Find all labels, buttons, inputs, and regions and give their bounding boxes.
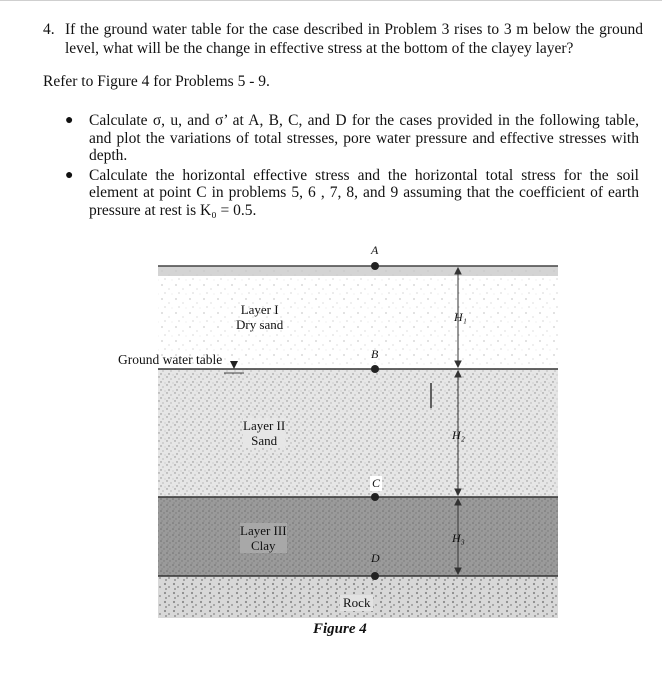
- h1-label: H₁: [454, 310, 467, 324]
- layer-2-name: Layer II: [243, 418, 286, 433]
- soil-profile-figure: [118, 240, 560, 645]
- clay-layer: [158, 497, 558, 576]
- layer-3-material: Clay: [251, 538, 276, 553]
- figure-caption: Figure 4: [313, 621, 367, 637]
- bullet-icon: ●: [65, 167, 74, 183]
- point-b-label: B: [371, 347, 379, 361]
- list-item: [63, 167, 639, 220]
- layer-3-label: [240, 523, 287, 553]
- layer-3-name: Layer III: [240, 523, 287, 538]
- point-a-label: A: [371, 243, 379, 257]
- point-c-marker: [371, 493, 379, 501]
- point-b-marker: [371, 365, 379, 373]
- h3-label: H₃: [452, 531, 465, 545]
- sand-layer: [158, 369, 558, 497]
- point-d-label: D: [371, 551, 380, 565]
- problem-4: [43, 20, 643, 58]
- problem-number: 4.: [43, 21, 55, 38]
- point-d-marker: [371, 572, 379, 580]
- bullet-list: [63, 112, 639, 221]
- h2-label: H₂: [452, 428, 465, 442]
- layer-1-name: Layer I: [240, 302, 279, 317]
- bullet-icon: ●: [65, 113, 74, 128]
- top-rule: [0, 0, 662, 1]
- refer-note: Refer to Figure 4 for Problems 5 - 9.: [43, 73, 270, 90]
- ground-surface-band: [158, 266, 558, 276]
- layer-2-material: Sand: [251, 433, 278, 448]
- point-a-marker: [371, 262, 379, 270]
- ground-water-table-label: Ground water table: [118, 352, 223, 367]
- bullet-text: Calculate the horizontal effective stress and the horizontal total stress for the soil element at point C in problems 5, 6 , 7, 8, and 9 assuming that the coefficient of earth pressure at rest is K₀ = 0.5.: [89, 166, 639, 219]
- point-c-label: C: [372, 476, 381, 490]
- layer-1-material: Dry sand: [236, 317, 284, 332]
- list-item: [63, 112, 639, 165]
- rock-label: Rock: [340, 595, 373, 611]
- layer-1-label: [236, 302, 283, 332]
- layer-2-label: [243, 418, 285, 448]
- problem-text: If the ground water table for the case described in Problem 3 rises to 3 m below the ground level, what will be the change in effective stress at the bottom of the clayey layer?: [65, 21, 643, 57]
- bullet-text: Calculate σ, u, and σ’ at A, B, C, and D for the cases provided in the following table, and plot the variations of total stresses, pore water pressure and effective stresses with depth.: [89, 112, 639, 164]
